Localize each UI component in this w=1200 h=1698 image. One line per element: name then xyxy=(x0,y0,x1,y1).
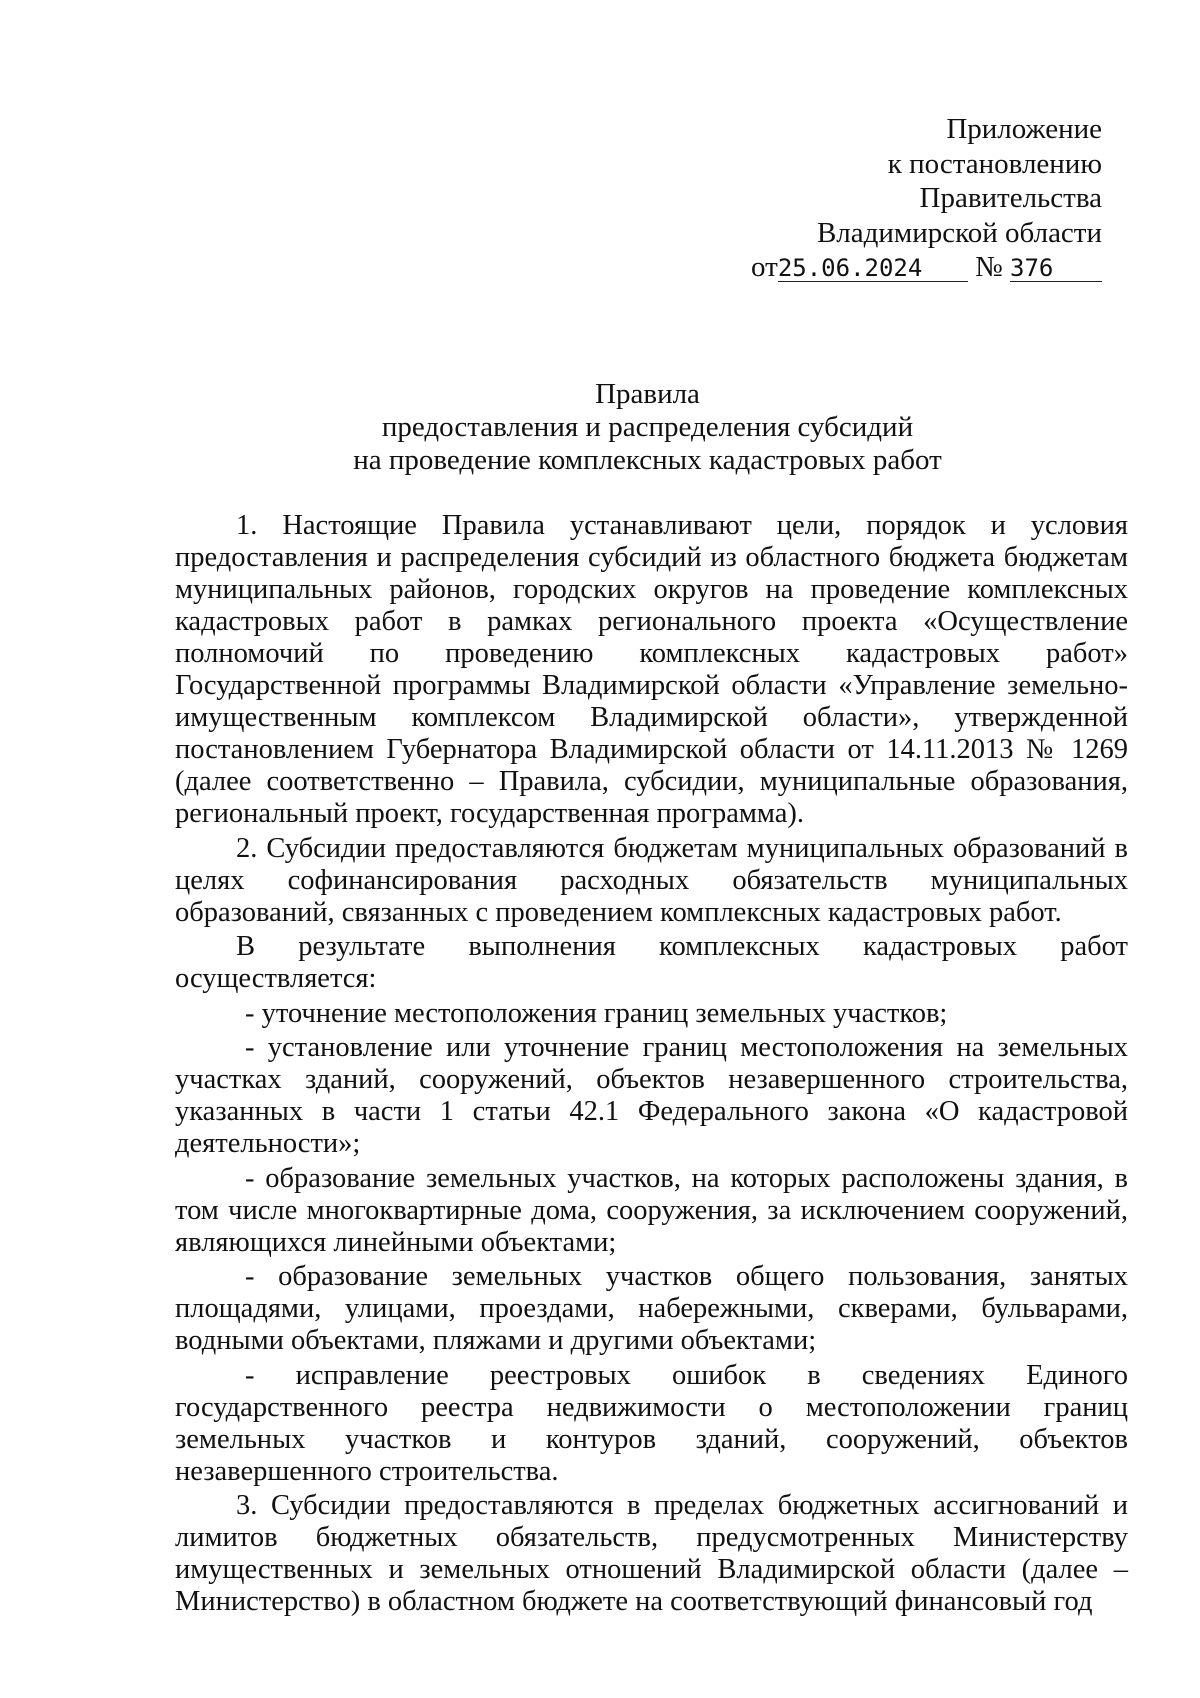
appendix-header xyxy=(751,112,1102,285)
decree-number: 376 xyxy=(1010,255,1102,282)
list-item-2: - установление или уточнение границ местоположения на земельных участках зданий, сооружений, объектов незавершенного строительства, указанных в части 1 статьи 42.1 Федерального закона «О кадастровой деятельности»; xyxy=(175,1032,1128,1159)
document-body xyxy=(175,510,1128,1621)
list-item-3: - образование земельных участков, на которых расположены здания, в том числе многоквартирные дома, сооружения, за исключением сооружений, являющихся линейными объектами; xyxy=(175,1162,1128,1258)
appendix-line-3: Правительства xyxy=(919,182,1102,214)
list-item-1: - уточнение местоположения границ земельных участков; xyxy=(245,997,948,1029)
paragraph-2: 2. Субсидии предоставляются бюджетам муниципальных образований в целях софинансирования расходных обязательств муниципальных образований, связанных с проведением комплексных кадастровых работ. xyxy=(175,832,1128,928)
appendix-date-line xyxy=(751,250,1102,285)
title-line-3: на проведение комплексных кадастровых работ xyxy=(353,444,942,476)
paragraph-3: 3. Субсидии предоставляются в пределах бюджетных ассигнований и лимитов бюджетных обязательств, предусмотренных Министерству имущественных и земельных отношений Владимирской области (далее – Министерство) в областном бюджете на соответствующий финансовый год xyxy=(175,1490,1128,1617)
title-line-2: предоставления и распределения субсидий xyxy=(381,411,914,443)
title-line-1: Правила xyxy=(595,378,700,410)
decree-date: 25.06.2024 xyxy=(778,255,968,282)
number-prefix: № xyxy=(975,251,1003,283)
date-prefix: от xyxy=(751,251,778,283)
list-item-4: - образование земельных участков общего пользования, занятых площадями, улицами, проездами, набережными, скверами, бульварами, водными объектами, пляжами и другими объектами; xyxy=(175,1261,1128,1356)
appendix-line-2: к постановлению xyxy=(887,147,1102,180)
paragraph-1: 1. Настоящие Правила устанавливают цели, порядок и условия предоставления и распределения субсидий из областного бюджета бюджетам муниципальных районов, городских округов на проведение комплексных кадастровых работ в рамках регионального проекта «Осуществление полномочий по проведению комплексных кадастровых работ» Государственной программы Владимирской области «Управление земельно-имущественным комплексом Владимирской области», утвержденной постановлением Губернатора Владимирской области от 14.11.2013 № 1269 (далее соответственно – Правила, субсидии, муниципальные образования, региональный проект, государственная программа). xyxy=(175,510,1128,829)
list-item-5: - исправление реестровых ошибок в сведениях Единого государственного реестра недвижимости о местоположении границ земельных участков и контуров зданий, сооружений, объектов незавершенного строительства. xyxy=(175,1359,1128,1487)
document-title xyxy=(175,378,1120,477)
appendix-line-1: Приложение xyxy=(946,113,1102,145)
paragraph-2-result: В результате выполнения комплексных кадастровых работ осуществляется: xyxy=(175,931,1128,994)
appendix-line-4: Владимирской области xyxy=(816,216,1102,249)
